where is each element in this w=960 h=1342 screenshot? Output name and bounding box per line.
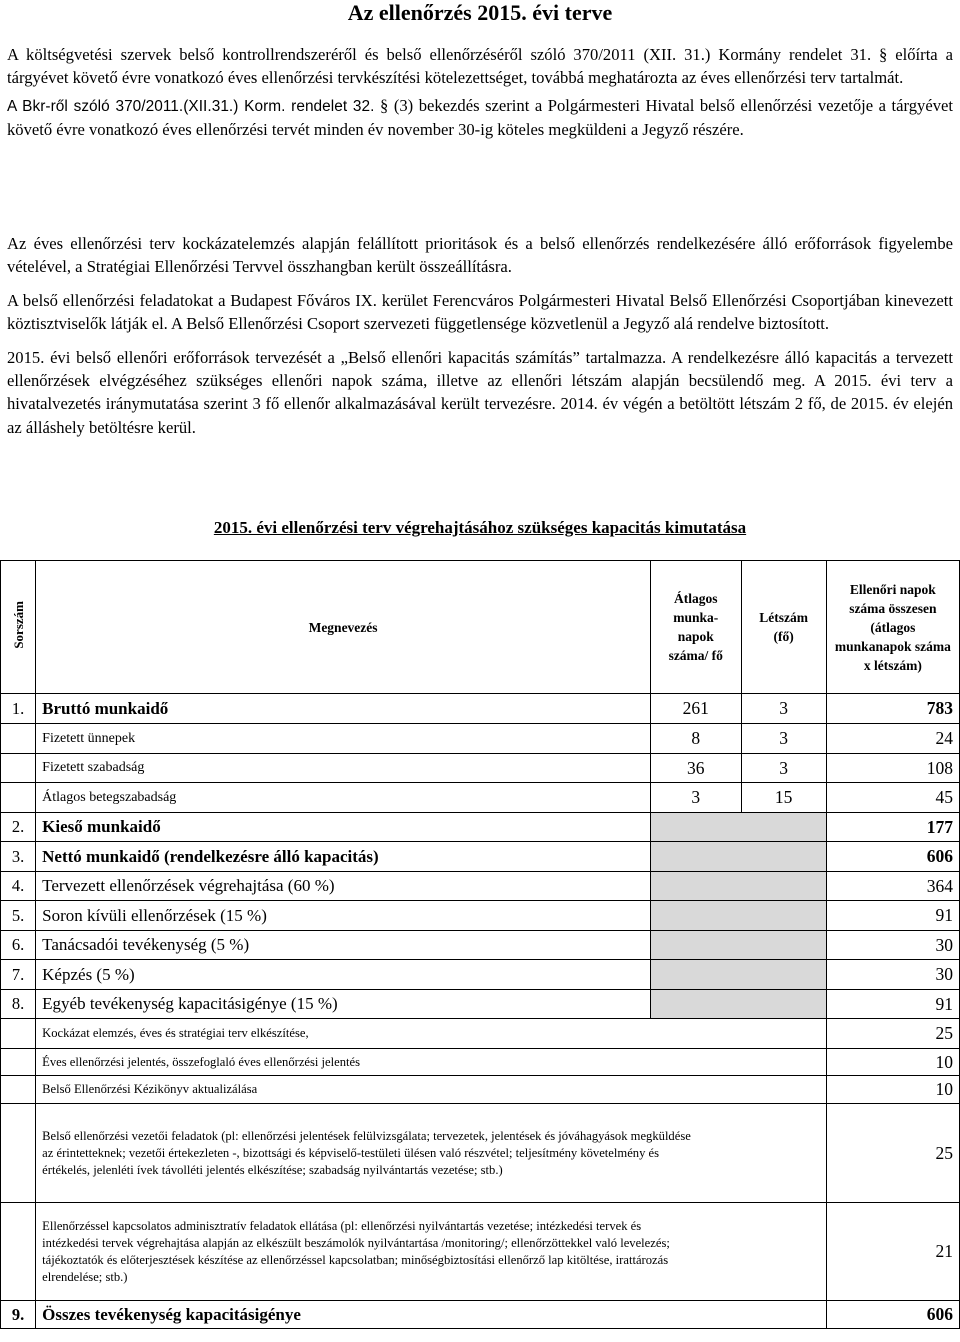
paragraph-1: A költségvetési szervek belső kontrollrendszeréről és belső ellenőrzéséről szóló 370/2011 (XII. 31.) Kormány rendelet 31. § előírta a tárgyévet követő évre vonatkozó éves ellenőrzési tervkészítési kötelezettséget, továbbá meghatározta az éves ellenőrzési terv tartalmát. xyxy=(7,45,953,88)
paragraph-2-reference: A Bkr-ről szóló 370/2011.(XII.31.) Korm. rendelet 32. xyxy=(7,97,375,115)
paragraph-3: Az éves ellenőrzési terv kockázatelemzés alapján felállított prioritások és a belső ellenőrzés rendelkezésére álló erőforrások figyelembe vételével, a Stratégiai Ellenőrzési Tervvel összhangban került összeállításra. xyxy=(7,234,953,277)
table-row: 1. Bruttó munkaidő 261 3 783 xyxy=(1,694,960,724)
table-row: 2. Kieső munkaidő 177 xyxy=(1,813,960,842)
document-title: Az ellenőrzés 2015. évi terve xyxy=(347,0,613,25)
table-row: Belső Ellenőrzési Kézikönyv aktualizálása 10 xyxy=(1,1076,960,1104)
body-text xyxy=(7,232,953,439)
header-letszam: Létszám (fő) xyxy=(741,561,826,694)
capacity-table xyxy=(0,560,960,1329)
table-row: Belső ellenőrzési vezetői feladatok (pl: ellenőrzési jelentések felülvizsgálata; tervezetek, jelentések és jóváhagyások megküldése az érintetteknek; vezetői értekezleten -, bizottsági és képviselő-testületi ülésen való részvétel; teljesítmény követelmény és értékelés, jelenléti ívek távolléti jelentés elkészítése; szabadság nyilvántartás vezetése; stb.) 25 xyxy=(1,1104,960,1203)
table-row: Átlagos betegszabadság 3 15 45 xyxy=(1,783,960,813)
table-title: 2015. évi ellenőrzési terv végrehajtásához szükséges kapacitás kimutatása xyxy=(213,518,747,537)
header-megnevezes: Megnevezés xyxy=(36,561,651,694)
paragraph-2 xyxy=(7,94,953,142)
paragraph-5: 2015. évi belső ellenőri erőforrások tervezését a „Belső ellenőri kapacitás számítás” tartalmazza. A rendelkezésre álló kapacitás a tervezett ellenőrzések elvégzéséhez szükséges ellenőri napok száma, illetve az ellenőri létszám alapján becsülendő meg. A 2015. évi terv a hivatalvezetés iránymutatása szerint 3 fő ellenőr alkalmazásával került tervezésre. 2014. év végén a betöltött létszám 2 fő, de 2015. év elején az álláshely betöltésre kerül. xyxy=(7,347,953,437)
table-row: Fizetett ünnepek 8 3 24 xyxy=(1,724,960,754)
table-row: 6. Tanácsadói tevékenység (5 %) 30 xyxy=(1,931,960,960)
table-row: Kockázat elemzés, éves és stratégiai terv elkészítése, 25 xyxy=(1,1019,960,1049)
table-row: Ellenőrzéssel kapcsolatos adminisztratív feladatok ellátása (pl: ellenőrzési nyilvántartás vezetése; intézkedési tervek és intézkedési tervek végrehajtása alapján az elkészült beszámolók nyilvántartása /monitoring/; ellenőrzöttekkel való levelezés; tájékoztatók és előterjesztések készítése az ellenőrzéssel kapcsolatban; minőségbiztosítási ellenőrző lap kitöltése, irattározás elrendelése; stb.) 21 xyxy=(1,1203,960,1301)
intro-text xyxy=(7,43,953,142)
table-row: 5. Soron kívüli ellenőrzések (15 %) 91 xyxy=(1,901,960,931)
paragraph-2-text: § (3) bekezdés szerint a Polgármesteri Hivatal belső ellenőrzési vezetője a tárgyévet követő évre vonatkozó éves ellenőrzési tervét minden év november 30-ig köteles megküldeni a Jegyző részére. xyxy=(7,95,953,140)
table-row: Éves ellenőrzési jelentés, összefoglaló éves ellenőrzési jelentés 10 xyxy=(1,1049,960,1076)
table-row: 9. Összes tevékenység kapacitásigénye 606 xyxy=(1,1301,960,1329)
header-atlagos-munkanapok: Átlagos munka-napok száma/ fő xyxy=(650,561,741,694)
table-header-row xyxy=(1,561,960,694)
paragraph-4: A belső ellenőrzési feladatokat a Budapest Főváros IX. kerület Ferencváros Polgármesteri Hivatal Belső Ellenőrzési Csoportjában kinevezett köztisztviselők látják el. A Belső Ellenőrzési Csoport szervezeti függetlensége közvetlenül a Jegyző alá rendelve biztosított. xyxy=(7,290,953,334)
table-row: 4. Tervezett ellenőrzések végrehajtása (60 %) 364 xyxy=(1,872,960,901)
table-row: Fizetett szabadság 36 3 108 xyxy=(1,754,960,783)
table-row: 8. Egyéb tevékenység kapacitásigénye (15 %) 91 xyxy=(1,990,960,1019)
table-row: 7. Képzés (5 %) 30 xyxy=(1,960,960,990)
header-sorszam: Sorszám xyxy=(1,561,36,694)
header-ellenori-napok: Ellenőri napok száma összesen (átlagos munkanapok száma x létszám) xyxy=(826,561,959,694)
table-row: 3. Nettó munkaidő (rendelkezésre álló kapacitás) 606 xyxy=(1,842,960,872)
